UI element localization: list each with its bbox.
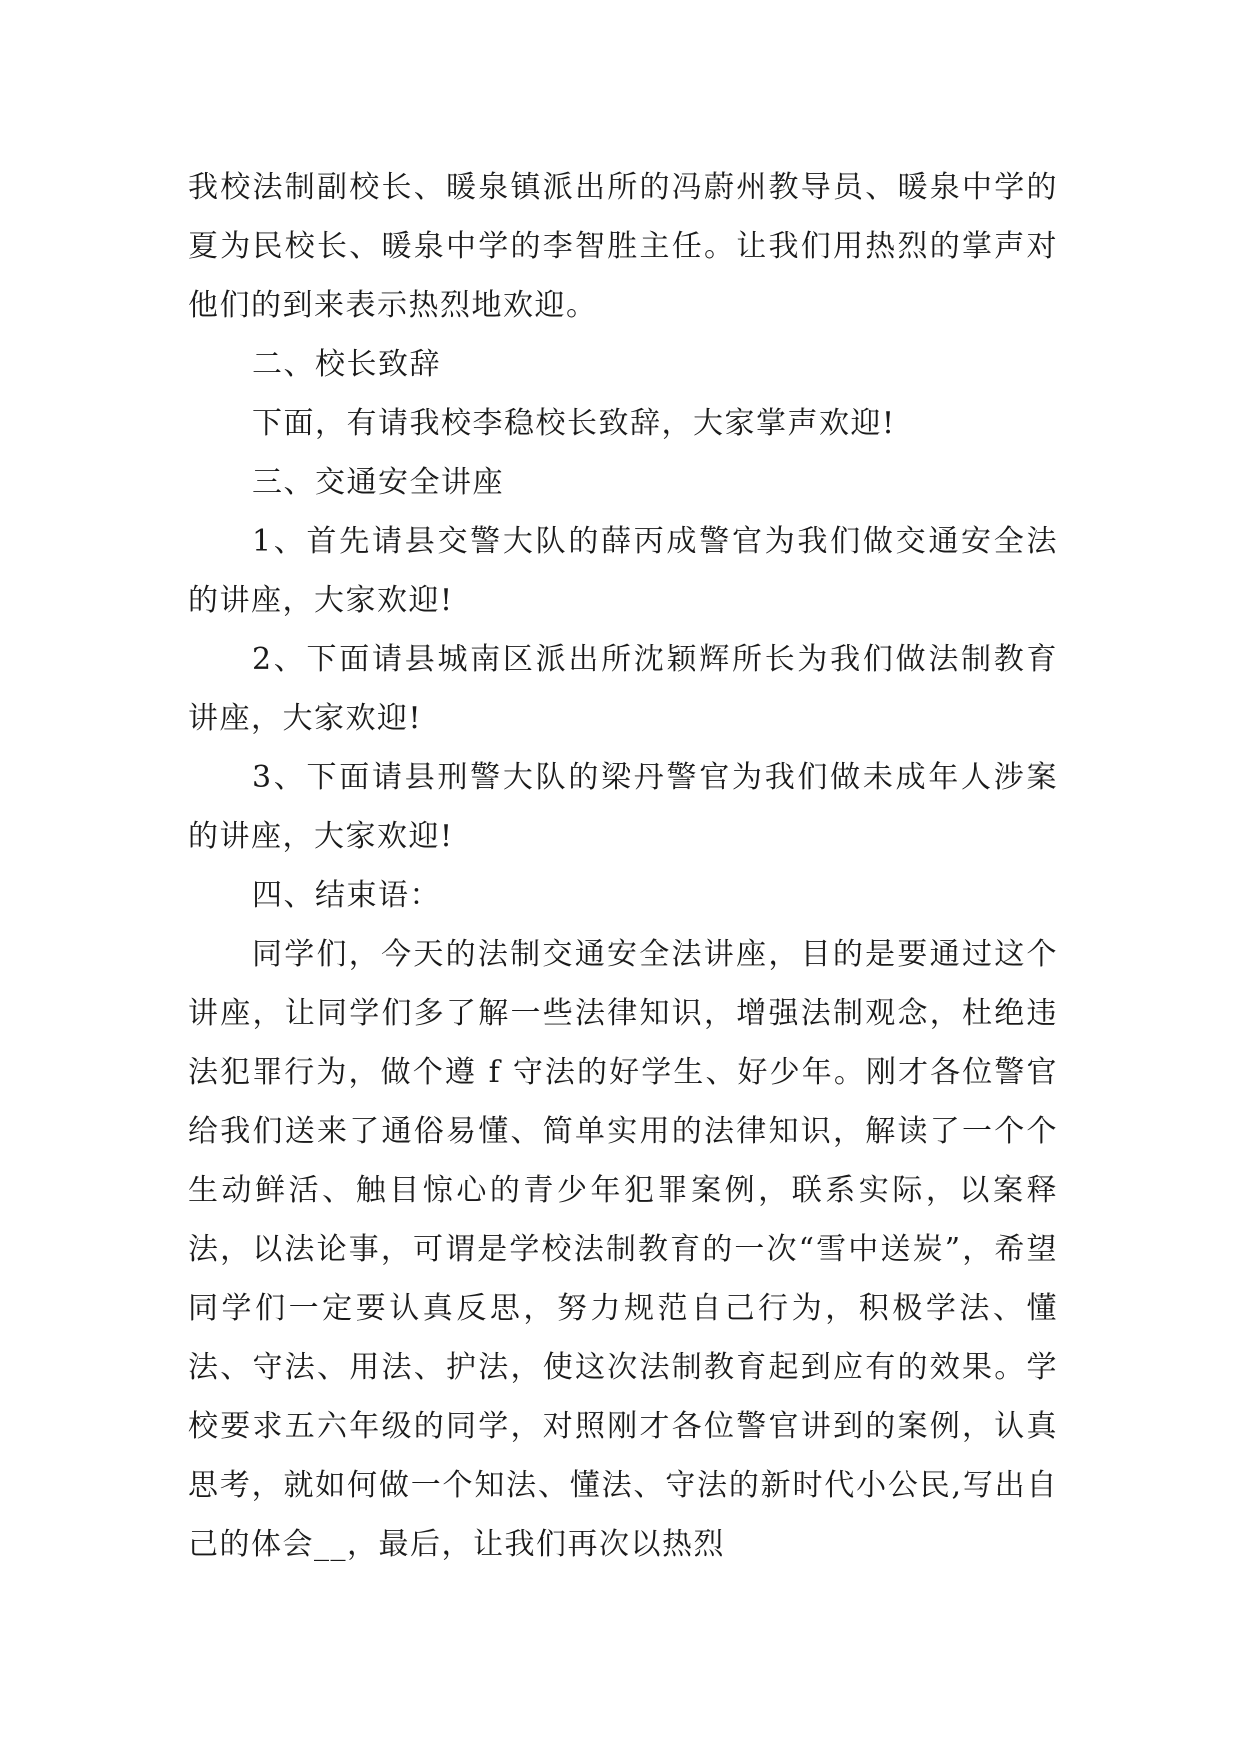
paragraph-intro: 我校法制副校长、暖泉镇派出所的冯蔚州教导员、暖泉中学的夏为民校长、暖泉中学的李智胜主任。让我们用热烈的掌声对他们的到来表示热烈地欢迎。 [188,170,1058,323]
paragraph-lecture-1: 1、首先请县交警大队的薛丙成警官为我们做交通安全法的讲座，大家欢迎! [188,524,1058,618]
section-heading-closing: 四、结束语： [252,878,441,913]
section-heading-traffic-lecture: 三、交通安全讲座 [252,465,504,500]
paragraph-lecture-2: 2、下面请县城南区派出所沈颖辉所长为我们做法制教育讲座，大家欢迎! [188,642,1058,736]
paragraph-lecture-3: 3、下面请县刑警大队的梁丹警官为我们做未成年人涉案的讲座，大家欢迎! [188,760,1058,854]
paragraph-closing-remarks: 同学们，今天的法制交通安全法讲座，目的是要通过这个讲座，让同学们多了解一些法律知识，增强法制观念，杜绝违法犯罪行为，做个遵 f 守法的好学生、好少年。刚才各位警官给我们送来了通俗易懂、简单实用的法律知识，解读了一个个生动鲜活、触目惊心的青少年犯罪案例，联系实际，以案释法，以法论事，可谓是学校法制教育的一次“雪中送炭”，希望同学们一定要认真反思，努力规范自己行为，积极学法、懂法、守法、用法、护法，使这次法制教育起到应有的效果。学校要求五六年级的同学，对照刚才各位警官讲到的案例，认真思考，就如何做一个知法、懂法、守法的新时代小公民,写出自己的体会__，最后，让我们再次以热烈 [188,937,1058,1562]
section-heading-principal-speech: 二、校长致辞 [252,347,441,382]
document-body [188,158,1058,1574]
paragraph-principal-invite: 下面，有请我校李稳校长致辞，大家掌声欢迎! [252,406,896,441]
